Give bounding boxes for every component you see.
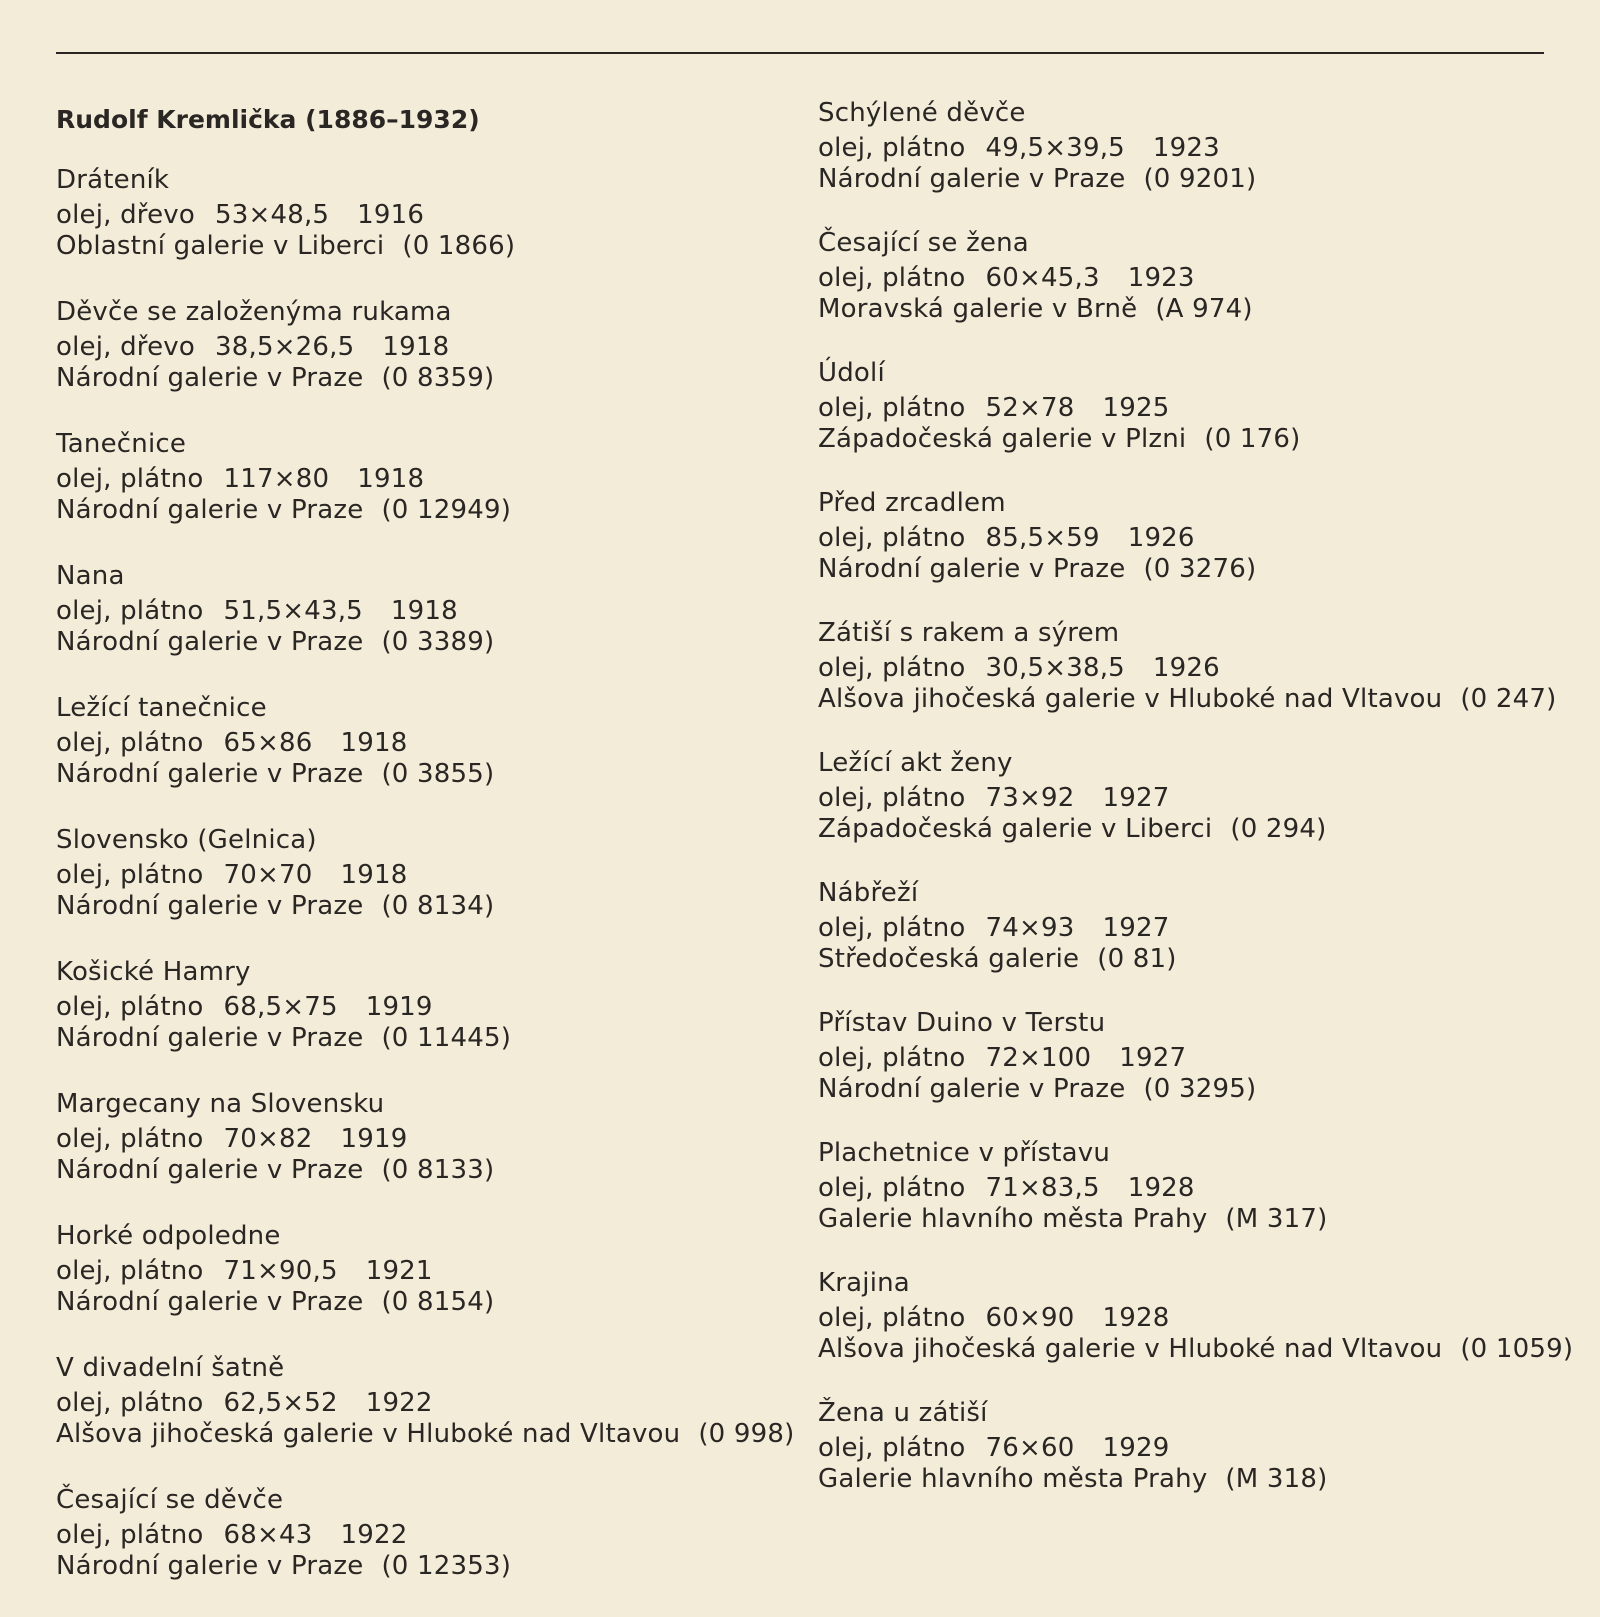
artwork-inventory-number: (A 974) [1155,294,1253,324]
artwork-medium: olej, plátno [56,596,204,626]
artwork-location-line [56,1419,796,1450]
artwork-title: Nana [56,561,125,591]
artwork-meta [818,913,1588,944]
artwork-location-line [818,1074,1588,1105]
artwork-inventory-number: (M 318) [1225,1464,1328,1494]
artwork-inventory-number: (0 81) [1097,944,1177,974]
artwork-dimensions: 85,5×59 [985,523,1100,553]
artwork-location: Národní galerie v Praze [56,891,364,921]
artwork-dimensions: 65×86 [223,728,313,758]
artwork-meta [56,332,796,363]
artwork-year: 1918 [340,728,408,758]
catalog-entry [818,1268,1588,1365]
artwork-inventory-number: (0 3276) [1143,554,1257,584]
artwork-year: 1918 [357,464,425,494]
artwork-medium: olej, plátno [818,133,966,163]
artwork-meta [56,464,796,495]
artwork-meta [818,1303,1588,1334]
artwork-meta [56,596,796,627]
artwork-inventory-number: (0 1059) [1460,1334,1574,1364]
artwork-meta [818,783,1588,814]
catalog-entry [818,488,1588,585]
artwork-year: 1918 [390,596,458,626]
artwork-year: 1922 [340,1520,408,1550]
artwork-location: Národní galerie v Praze [56,363,364,393]
artwork-year: 1919 [340,1124,408,1154]
artwork-inventory-number: (0 12949) [381,495,512,525]
artwork-year: 1927 [1119,1043,1187,1073]
artwork-title: Plachetnice v přístavu [818,1138,1111,1168]
artwork-location-line [56,1287,796,1318]
artwork-meta [818,393,1588,424]
artwork-title: Zátiší s rakem a sýrem [818,618,1120,648]
artwork-inventory-number: (0 998) [698,1419,795,1449]
catalog-entry [56,1221,796,1318]
artwork-year: 1921 [365,1256,433,1286]
artwork-title: Před zrcadlem [818,488,1006,518]
artwork-meta [56,200,796,231]
artwork-medium: olej, dřevo [56,200,195,230]
catalog-entry [818,878,1588,975]
catalog-entry [56,693,796,790]
artwork-medium: olej, plátno [56,1256,204,1286]
artwork-year: 1928 [1127,1173,1195,1203]
catalog-entry [818,98,1588,195]
artwork-medium: olej, plátno [818,523,966,553]
artwork-dimensions: 71×90,5 [223,1256,338,1286]
artwork-dimensions: 117×80 [223,464,330,494]
artwork-location-line [56,1023,796,1054]
artwork-location-line [818,684,1588,715]
artwork-inventory-number: (0 8154) [381,1287,495,1317]
artwork-medium: olej, plátno [56,860,204,890]
artwork-title: Česající se děvče [56,1485,284,1515]
artwork-inventory-number: (0 9201) [1143,164,1257,194]
artwork-title: Horké odpoledne [56,1221,281,1251]
artist-heading: Rudolf Kremlička (1886–1932) [56,105,480,134]
artwork-inventory-number: (0 294) [1230,814,1327,844]
artwork-title: Tanečnice [56,429,187,459]
artwork-location-line [56,1551,796,1582]
artwork-year: 1919 [365,992,433,1022]
artwork-year: 1926 [1152,653,1220,683]
artwork-inventory-number: (0 3295) [1143,1074,1257,1104]
artwork-dimensions: 30,5×38,5 [985,653,1125,683]
artwork-location: Galerie hlavního města Prahy [818,1464,1208,1494]
artwork-dimensions: 73×92 [985,783,1075,813]
artwork-medium: olej, dřevo [56,332,195,362]
artwork-medium: olej, plátno [56,1388,204,1418]
artwork-location: Galerie hlavního města Prahy [818,1204,1208,1234]
artwork-meta [56,1388,796,1419]
artwork-location: Západočeská galerie v Plzni [818,424,1187,454]
artwork-year: 1925 [1102,393,1170,423]
artwork-inventory-number: (0 3389) [381,627,495,657]
artwork-inventory-number: (0 1866) [402,231,516,261]
artwork-year: 1929 [1102,1433,1170,1463]
artwork-year: 1928 [1102,1303,1170,1333]
catalog-entry [56,561,796,658]
artwork-meta [818,263,1588,294]
artwork-location-line [818,944,1588,975]
artwork-location-line [818,814,1588,845]
artwork-location: Národní galerie v Praze [818,1074,1126,1104]
artwork-meta [818,1043,1588,1074]
artwork-location-line [818,1334,1588,1365]
artwork-location-line [818,1464,1588,1495]
artwork-medium: olej, plátno [56,1124,204,1154]
artwork-title: Slovensko (Gelnica) [56,825,317,855]
artwork-meta [818,1433,1588,1464]
artwork-medium: olej, plátno [818,1043,966,1073]
catalog-entry [818,358,1588,455]
artwork-year: 1922 [365,1388,433,1418]
artwork-dimensions: 72×100 [985,1043,1092,1073]
artwork-location-line [56,759,796,790]
artwork-inventory-number: (0 12353) [381,1551,512,1581]
artwork-meta [56,860,796,891]
catalog-entry [56,165,796,262]
artwork-medium: olej, plátno [818,653,966,683]
artwork-title: Česající se žena [818,228,1029,258]
artwork-dimensions: 70×70 [223,860,313,890]
artwork-meta [56,728,796,759]
artwork-dimensions: 74×93 [985,913,1075,943]
catalog-entry [56,1089,796,1186]
artwork-inventory-number: (0 8133) [381,1155,495,1185]
artwork-inventory-number: (0 3855) [381,759,495,789]
right-entry-list [818,98,1588,1495]
right-column [818,98,1588,1528]
artwork-title: Schýlené děvče [818,98,1026,128]
artwork-year: 1927 [1102,913,1170,943]
catalog-entry [818,1398,1588,1495]
artwork-year: 1923 [1127,263,1195,293]
artwork-location: Alšova jihočeská galerie v Hluboké nad Vltavou [56,1419,681,1449]
catalog-entry [56,297,796,394]
artwork-location-line [56,231,796,262]
artwork-inventory-number: (0 247) [1460,684,1557,714]
artwork-medium: olej, plátno [56,464,204,494]
artwork-location: Středočeská galerie [818,944,1080,974]
artwork-dimensions: 52×78 [985,393,1075,423]
artwork-dimensions: 68,5×75 [223,992,338,1022]
catalog-entry [56,825,796,922]
artwork-location: Národní galerie v Praze [56,1551,364,1581]
artwork-dimensions: 49,5×39,5 [985,133,1125,163]
artwork-title: Ležící akt ženy [818,748,1013,778]
artwork-medium: olej, plátno [818,393,966,423]
catalog-entry [56,957,796,1054]
artwork-year: 1923 [1152,133,1220,163]
artwork-title: Krajina [818,1268,910,1298]
artwork-dimensions: 76×60 [985,1433,1075,1463]
artwork-location: Moravská galerie v Brně [818,294,1138,324]
artwork-meta [56,1124,796,1155]
artwork-medium: olej, plátno [818,1173,966,1203]
artwork-title: Děvče se založenýma rukama [56,297,452,327]
artwork-dimensions: 62,5×52 [223,1388,338,1418]
artwork-location-line [818,164,1588,195]
catalog-entry [818,1008,1588,1105]
artwork-location: Oblastní galerie v Liberci [56,231,385,261]
artwork-location-line [56,495,796,526]
artwork-year: 1918 [382,332,450,362]
artwork-title: Nábřeží [818,878,919,908]
artwork-location: Národní galerie v Praze [56,1287,364,1317]
artwork-medium: olej, plátno [818,783,966,813]
artwork-location: Západočeská galerie v Liberci [818,814,1213,844]
artwork-meta [56,1256,796,1287]
artwork-inventory-number: (0 11445) [381,1023,512,1053]
artwork-location: Národní galerie v Praze [56,1155,364,1185]
artwork-location-line [56,627,796,658]
artwork-meta [56,992,796,1023]
artwork-medium: olej, plátno [818,1303,966,1333]
artwork-location-line [56,363,796,394]
artwork-year: 1926 [1127,523,1195,553]
artwork-medium: olej, plátno [56,992,204,1022]
artwork-dimensions: 53×48,5 [215,200,330,230]
artwork-location-line [56,891,796,922]
artwork-title: Ležící tanečnice [56,693,267,723]
artwork-dimensions: 71×83,5 [985,1173,1100,1203]
artwork-inventory-number: (0 8359) [381,363,495,393]
artwork-year: 1927 [1102,783,1170,813]
artwork-title: Přístav Duino v Terstu [818,1008,1106,1038]
artwork-location: Národní galerie v Praze [818,554,1126,584]
artwork-title: Údolí [818,358,885,388]
top-rule [56,52,1544,54]
artwork-title: Dráteník [56,165,170,195]
artwork-title: Žena u zátiší [818,1398,988,1428]
artwork-title: Košické Hamry [56,957,251,987]
artwork-dimensions: 51,5×43,5 [223,596,363,626]
artwork-year: 1916 [357,200,425,230]
artwork-year: 1918 [340,860,408,890]
artwork-meta [818,653,1588,684]
artwork-location: Alšova jihočeská galerie v Hluboké nad Vltavou [818,1334,1443,1364]
catalog-entry [818,1138,1588,1235]
catalog-entry [56,1353,796,1450]
artwork-location: Národní galerie v Praze [56,495,364,525]
artwork-location-line [818,294,1588,325]
artwork-dimensions: 38,5×26,5 [215,332,355,362]
artwork-dimensions: 70×82 [223,1124,313,1154]
left-column [56,88,796,1617]
catalog-entry [818,228,1588,325]
artwork-location-line [818,1204,1588,1235]
catalog-entry [818,618,1588,715]
artwork-title: V divadelní šatně [56,1353,285,1383]
artwork-meta [56,1520,796,1551]
artwork-location: Národní galerie v Praze [56,627,364,657]
artwork-medium: olej, plátno [818,263,966,293]
artwork-medium: olej, plátno [818,1433,966,1463]
artwork-inventory-number: (M 317) [1225,1204,1328,1234]
artwork-medium: olej, plátno [56,728,204,758]
artwork-location-line [818,424,1588,455]
artwork-location-line [818,554,1588,585]
catalog-entry [818,748,1588,845]
artwork-location: Národní galerie v Praze [818,164,1126,194]
artwork-medium: olej, plátno [818,913,966,943]
artwork-dimensions: 60×45,3 [985,263,1100,293]
artwork-meta [818,133,1588,164]
artwork-location: Alšova jihočeská galerie v Hluboké nad Vltavou [818,684,1443,714]
artwork-location: Národní galerie v Praze [56,759,364,789]
artwork-title: Margecany na Slovensku [56,1089,385,1119]
left-entry-list [56,165,796,1582]
catalog-entry [56,1485,796,1582]
artwork-meta [818,1173,1588,1204]
artwork-inventory-number: (0 8134) [381,891,495,921]
catalog-entry [56,429,796,526]
artwork-dimensions: 60×90 [985,1303,1075,1333]
artwork-medium: olej, plátno [56,1520,204,1550]
artwork-dimensions: 68×43 [223,1520,313,1550]
artwork-location-line [56,1155,796,1186]
artwork-meta [818,523,1588,554]
artwork-location: Národní galerie v Praze [56,1023,364,1053]
artwork-inventory-number: (0 176) [1204,424,1301,454]
